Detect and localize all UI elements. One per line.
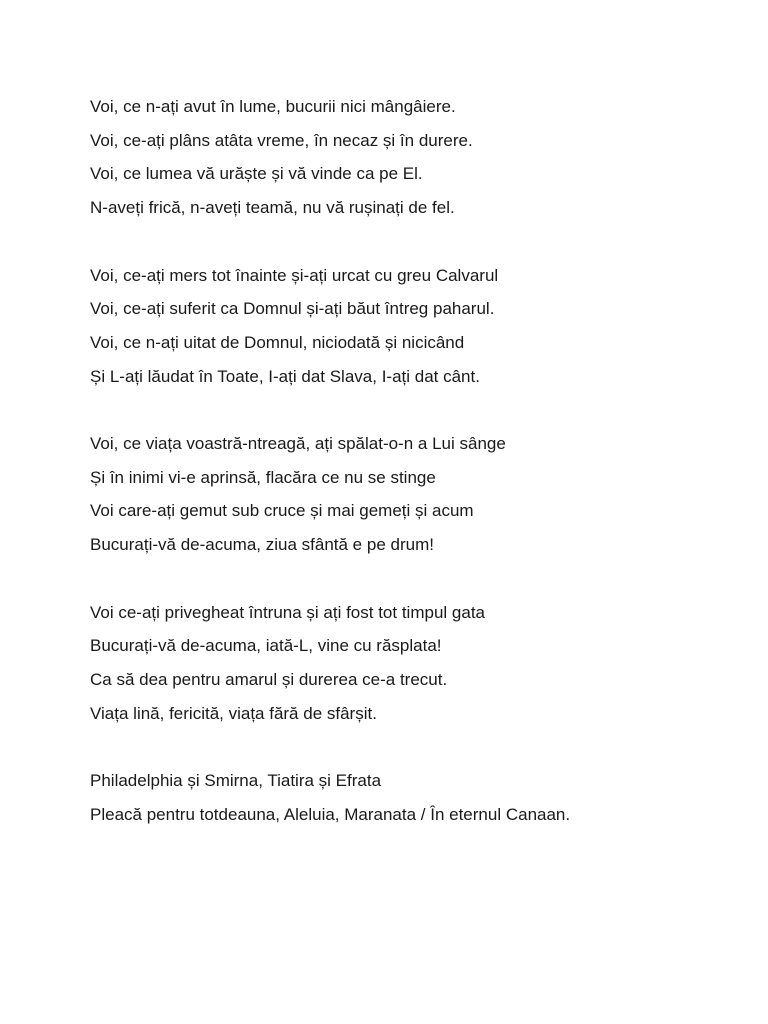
- poem-line: Și L-ați lăudat în Toate, I-ați dat Slava, I-ați dat cânt.: [90, 366, 480, 386]
- poem-line: Philadelphia și Smirna, Tiatira și Efrata: [90, 771, 382, 790]
- stanza-4: [90, 596, 750, 731]
- poem-line: Bucurați-vă de-acuma, ziua sfântă e pe drum!: [90, 535, 434, 555]
- stanza-2: [90, 259, 750, 394]
- poem-line: Voi, ce-ați mers tot înainte și-ați urcat cu greu Calvarul: [90, 265, 499, 285]
- poem-line: Voi, ce n-ați uitat de Domnul, niciodată și nicicând: [90, 332, 465, 352]
- stanza-1: [90, 90, 750, 225]
- poem-line: Voi, ce-ați suferit ca Domnul și-ați băut întreg paharul.: [90, 299, 495, 319]
- poem-line: Viața lină, fericită, viața fără de sfârșit.: [90, 703, 377, 723]
- poem-line: Voi, ce n-ați avut în lume, bucurii nici mângâiere.: [90, 97, 456, 116]
- stanza-5: [90, 764, 750, 831]
- poem-line: Voi care-ați gemut sub cruce și mai gemeți și acum: [90, 501, 474, 521]
- poem-line: Voi ce-ați privegheat întruna și ați fost tot timpul gata: [90, 602, 485, 622]
- poem-line: Pleacă pentru totdeauna, Aleluia, Maranata / În eternul Canaan.: [90, 804, 571, 824]
- poem-line: N-aveți frică, n-aveți teamă, nu vă rușinați de fel.: [90, 198, 455, 218]
- poem-line: Bucurați-vă de-acuma, iată-L, vine cu răsplata!: [90, 636, 442, 656]
- poem-line: Și în inimi vi-e aprinsă, flacăra ce nu se stinge: [90, 467, 436, 487]
- stanza-3: [90, 427, 750, 562]
- poem-line: Voi, ce-ați plâns atâta vreme, în necaz și în durere.: [90, 130, 473, 150]
- poem-line: Voi, ce viața voastră-ntreagă, ați spălat-o-n a Lui sânge: [90, 434, 506, 453]
- poem-line: Voi, ce lumea vă urăște și vă vinde ca pe El.: [90, 164, 423, 184]
- poem-line: Ca să dea pentru amarul și durerea ce-a trecut.: [90, 669, 448, 689]
- poem-text: [90, 90, 750, 865]
